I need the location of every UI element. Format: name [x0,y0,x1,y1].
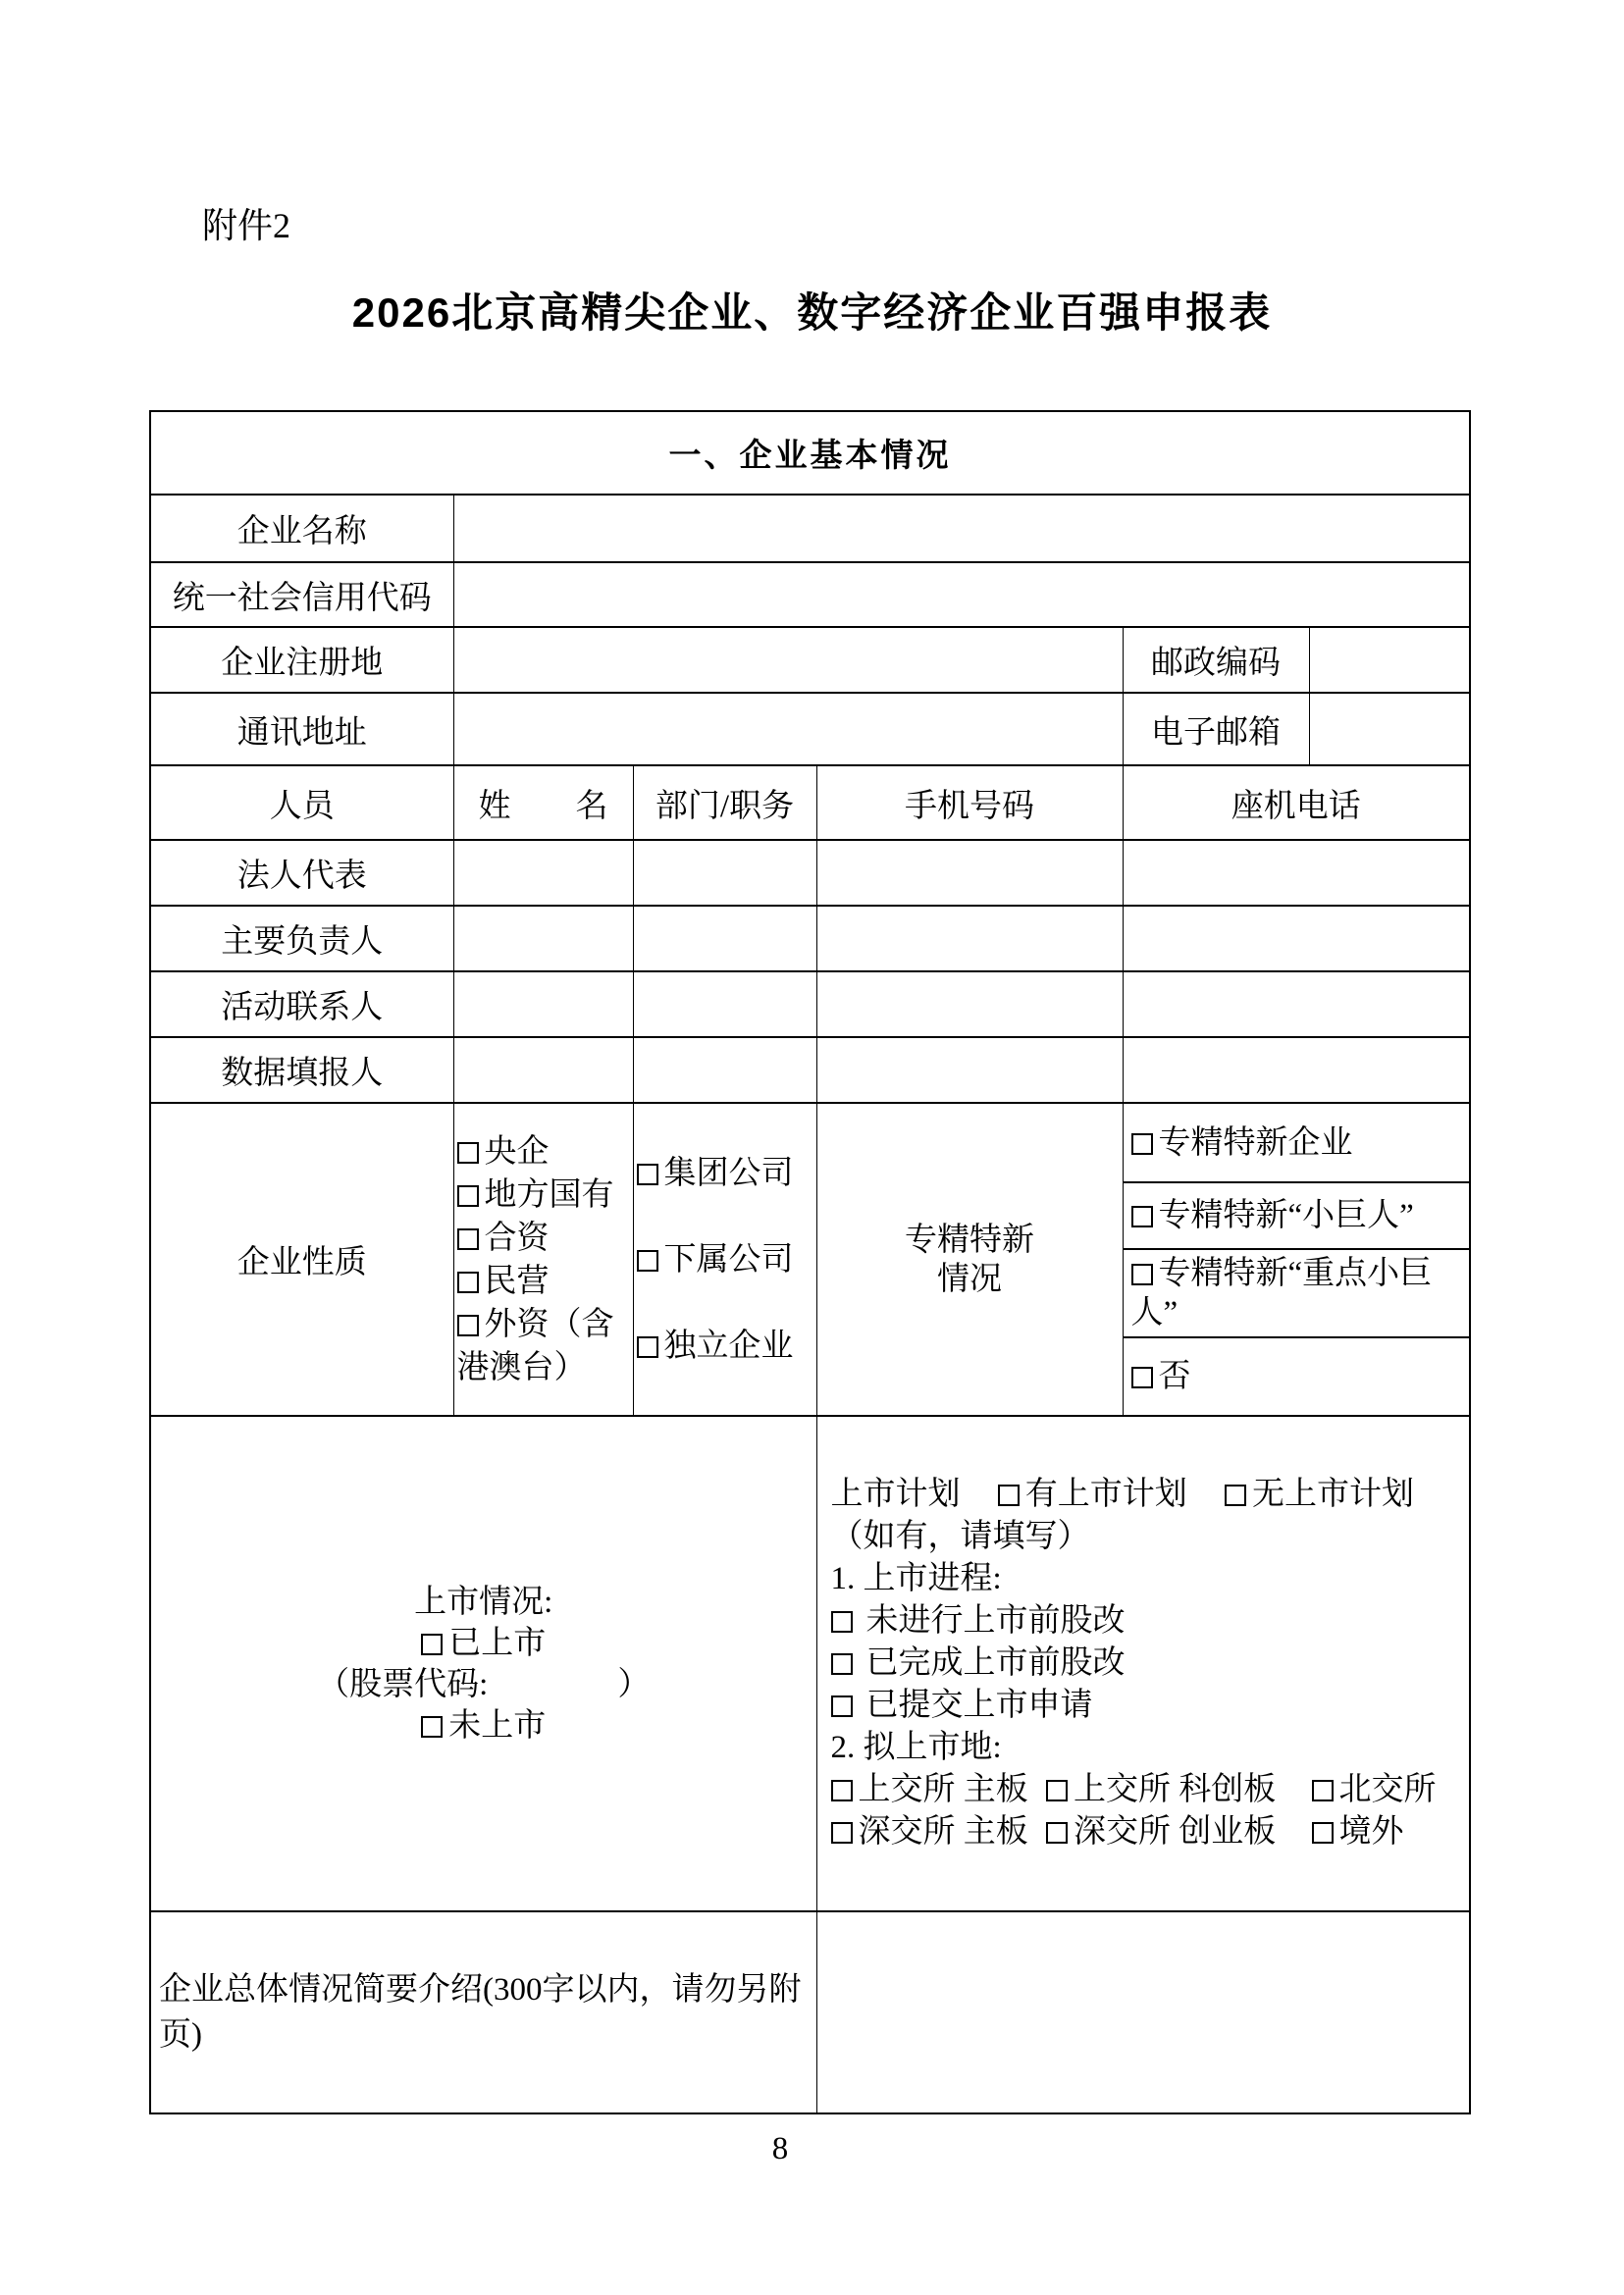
ownership-option [457,1260,633,1303]
checkbox-icon[interactable] [831,1653,853,1675]
data-filler-mobile-cell[interactable] [816,1037,1123,1103]
company-name-input-cell[interactable] [453,495,1470,562]
venue-option-line [831,1769,1470,1811]
option-label: 已上市 [448,1625,547,1661]
checkbox-icon[interactable] [637,1164,658,1185]
principal-landline-cell[interactable] [1123,906,1470,971]
intro-label-cell: 企业总体情况简要介绍(300字以内，请勿另附页) [150,1911,816,2113]
principal-label: 主要负责人 [150,906,453,971]
listing-plan-cell [816,1416,1470,1911]
option-label: 地方国有 [484,1176,614,1213]
checkbox-icon[interactable] [998,1485,1020,1506]
ownership-option [457,1174,633,1217]
checkbox-icon[interactable] [1312,1822,1334,1844]
option-label: 否 [1158,1359,1191,1394]
listed-option [151,1623,816,1664]
option-label: 下属公司 [663,1241,794,1278]
listing-status-cell [150,1416,816,1911]
credit-code-label: 统一社会信用代码 [150,562,453,627]
ownership-options-cell [453,1103,633,1416]
table-row [150,562,1470,627]
principal-department-cell[interactable] [633,906,816,971]
checkbox-icon[interactable] [1312,1780,1334,1801]
checkbox-icon[interactable] [1131,1206,1153,1227]
nature-row [150,1103,1470,1182]
option-label: 已提交上市申请 [865,1688,1093,1723]
mailing-address-label: 通讯地址 [150,693,453,765]
table-row [150,693,1470,765]
page-number: 8 [771,2131,789,2166]
zjtx-option-cell [1123,1182,1470,1249]
option-label: 独立企业 [663,1328,794,1364]
option-label: 上交所 主板 [858,1772,1028,1807]
option-label: 北交所 [1338,1772,1437,1807]
mailing-address-input-cell[interactable] [453,693,1123,765]
structure-option [634,1130,816,1217]
checkbox-icon[interactable] [1046,1822,1068,1844]
personnel-col-header: 人员 [150,765,453,840]
name-col-header: 姓 名 [453,765,633,840]
checkbox-icon[interactable] [831,1780,853,1801]
stock-code-line: （股票代码: ） [317,1666,651,1702]
structure-option [634,1217,816,1303]
checkbox-icon[interactable] [1046,1780,1068,1801]
zjtx-status-label [816,1103,1123,1416]
landline-col-header: 座机电话 [1123,765,1470,840]
nature-label: 企业性质 [150,1103,453,1416]
activity-contact-department-cell[interactable] [633,971,816,1037]
listing-plan-note: （如有，请填写） [830,1519,1090,1554]
registered-address-label: 企业注册地 [150,627,453,693]
intro-input-cell[interactable] [816,1911,1470,2113]
option-label: 未上市 [448,1707,547,1744]
zjtx-status-label-line2: 情况 [937,1261,1002,1297]
email-input-cell[interactable] [1309,693,1470,765]
option-label: 上交所 科创板 [1074,1772,1277,1807]
table-row [150,1037,1470,1103]
listing-plan-label: 上市计划 [830,1477,961,1512]
section-header: 一、企业基本情况 [150,411,1470,495]
checkbox-icon[interactable] [831,1822,853,1844]
zjtx-option-cell [1123,1249,1470,1337]
venue-option-line [831,1811,1470,1853]
process-option [831,1643,1470,1685]
table-row [150,495,1470,562]
structure-options-cell [633,1103,816,1416]
activity-contact-mobile-cell[interactable] [816,971,1123,1037]
checkbox-icon[interactable] [831,1695,853,1717]
option-label: 外资（含港澳台） [456,1306,614,1385]
option-label: 民营 [484,1263,550,1299]
option-label: 专精特新“重点小巨人” [1130,1256,1433,1330]
postal-code-label: 邮政编码 [1123,627,1309,693]
application-form-table [149,410,1471,2114]
credit-code-input-cell[interactable] [453,562,1470,627]
checkbox-icon[interactable] [831,1611,853,1633]
legal-representative-landline-cell[interactable] [1123,840,1470,906]
process-option [831,1600,1470,1643]
listing-row [150,1416,1470,1911]
checkbox-icon[interactable] [421,1634,443,1655]
checkbox-icon[interactable] [421,1716,443,1738]
page-title: 2026北京高精尖企业、数字经济企业百强申报表 [351,289,1273,336]
zjtx-option-cell [1123,1103,1470,1182]
checkbox-icon[interactable] [1225,1485,1246,1506]
table-row [150,840,1470,906]
process-option [831,1685,1470,1727]
listing-venue-title: 2. 拟上市地: [830,1730,1002,1765]
activity-contact-name-cell[interactable] [453,971,633,1037]
attachment-label: 附件2 [202,206,291,245]
listing-status-title: 上市情况: [414,1584,553,1620]
checkbox-icon[interactable] [1131,1367,1153,1388]
checkbox-icon[interactable] [457,1315,479,1336]
section-header-row [150,411,1470,495]
legal-representative-name-cell[interactable] [453,840,633,906]
data-filler-department-cell[interactable] [633,1037,816,1103]
checkbox-icon[interactable] [637,1250,658,1272]
email-label: 电子邮箱 [1123,693,1309,765]
option-label: 专精特新企业 [1158,1124,1353,1161]
option-label: 专精特新“小巨人” [1158,1198,1414,1233]
zjtx-option-cell [1123,1337,1470,1416]
intro-row [150,1911,1470,2113]
option-label: 央企 [484,1133,550,1170]
postal-code-input-cell[interactable] [1309,627,1470,693]
legal-representative-mobile-cell[interactable] [816,840,1123,906]
data-filler-landline-cell[interactable] [1123,1037,1470,1103]
legal-representative-department-cell[interactable] [633,840,816,906]
option-label: 无上市计划 [1252,1477,1414,1512]
checkbox-icon[interactable] [457,1185,479,1207]
activity-contact-landline-cell[interactable] [1123,971,1470,1037]
principal-name-cell[interactable] [453,906,633,971]
personnel-header-row [150,765,1470,840]
legal-representative-label: 法人代表 [150,840,453,906]
option-label: 境外 [1338,1814,1404,1850]
department-col-header: 部门/职务 [633,765,816,840]
option-label: 集团公司 [663,1155,794,1191]
unlisted-option [151,1705,816,1747]
option-label: 深交所 主板 [858,1814,1028,1850]
ownership-option [457,1217,633,1260]
company-name-label: 企业名称 [150,495,453,562]
data-filler-label: 数据填报人 [150,1037,453,1103]
table-row [150,971,1470,1037]
checkbox-icon[interactable] [457,1228,479,1250]
principal-mobile-cell[interactable] [816,906,1123,971]
listing-process-title: 1. 上市进程: [830,1561,1002,1596]
checkbox-icon[interactable] [457,1142,479,1164]
option-label: 深交所 创业板 [1074,1814,1277,1850]
ownership-option [457,1303,633,1389]
table-row [150,906,1470,971]
ownership-option [457,1130,633,1174]
checkbox-icon[interactable] [1131,1133,1153,1155]
checkbox-icon[interactable] [637,1336,658,1358]
option-label: 未进行上市前股改 [865,1603,1126,1639]
option-label: 已完成上市前股改 [865,1645,1126,1681]
checkbox-icon[interactable] [457,1272,479,1293]
mobile-col-header: 手机号码 [816,765,1123,840]
zjtx-status-label-line1: 专精特新 [905,1222,1034,1258]
checkbox-icon[interactable] [1131,1264,1153,1285]
table-row [150,627,1470,693]
structure-option [634,1303,816,1389]
option-label: 合资 [484,1220,550,1256]
registered-address-input-cell[interactable] [453,627,1123,693]
listing-plan-line [831,1474,1470,1516]
option-label: 有上市计划 [1024,1477,1187,1512]
activity-contact-label: 活动联系人 [150,971,453,1037]
data-filler-name-cell[interactable] [453,1037,633,1103]
